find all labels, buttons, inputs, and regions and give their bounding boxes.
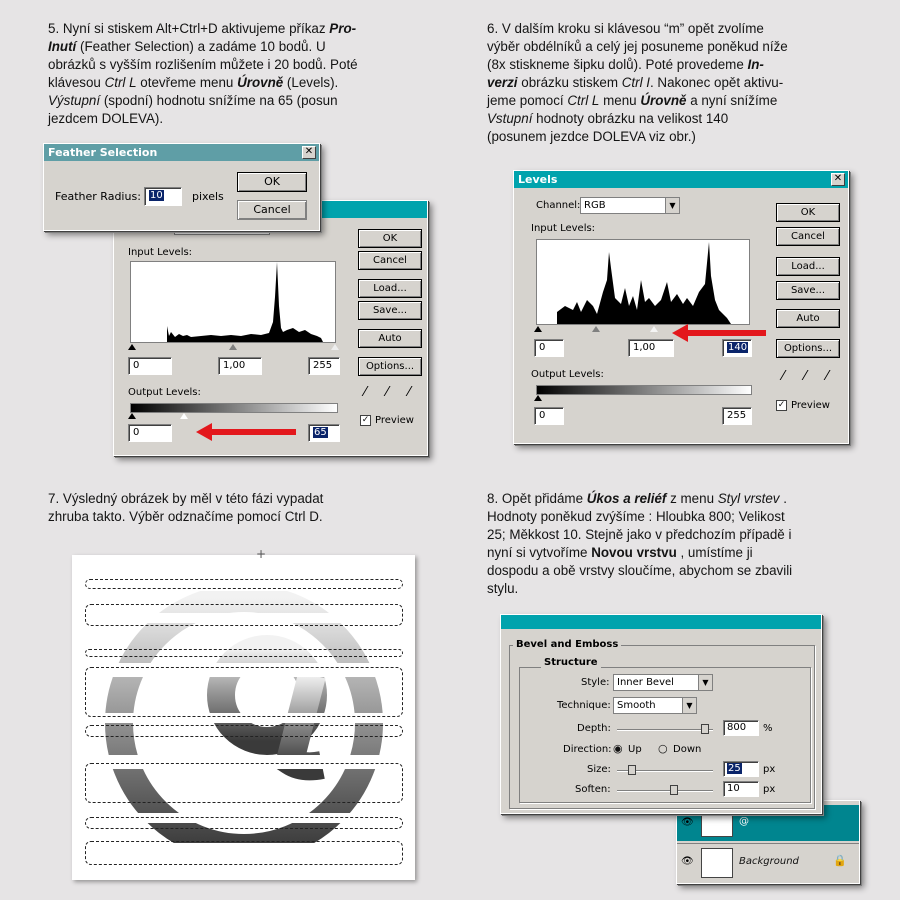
options-button[interactable]: Options... [776, 339, 840, 358]
depth-field[interactable]: 800 [723, 720, 759, 736]
soften-unit: px [763, 784, 776, 795]
lock-icon: 🔒 [833, 854, 847, 867]
preview-label: Preview [375, 415, 414, 426]
gray-eyedropper-icon[interactable]: ⁄ [386, 385, 389, 400]
close-icon[interactable]: ✕ [302, 146, 316, 159]
feather-radius-label: Feather Radius: [55, 190, 141, 203]
soften-field[interactable]: 10 [723, 781, 759, 797]
ok-button[interactable]: OK [776, 203, 840, 222]
histogram-graph [537, 240, 749, 324]
feather-title: Feather Selection [48, 146, 158, 159]
in-gamma-field[interactable]: 1,00 [218, 357, 262, 375]
black-eyedropper-icon[interactable]: ⁄ [782, 369, 785, 384]
depth-label: Depth: [577, 723, 611, 734]
out-white-field[interactable]: 255 [722, 407, 752, 425]
feather-unit-label: pixels [192, 190, 224, 203]
in-white-field[interactable]: 255 [308, 357, 340, 375]
selection-marquee [85, 649, 403, 657]
in-black-field[interactable]: 0 [128, 357, 172, 375]
bevel-topbar [501, 615, 821, 629]
layer-name: @ [739, 816, 749, 827]
levels-dialog-input [513, 170, 849, 444]
in-white-slider[interactable] [650, 326, 658, 332]
structure-title: Structure [541, 657, 601, 668]
style-label: Style: [581, 677, 610, 688]
histogram-graph [131, 262, 335, 342]
chevron-down-icon: ▼ [698, 675, 712, 690]
preview-label: Preview [791, 400, 830, 411]
selection-marquee [85, 841, 403, 865]
technique-select[interactable]: Smooth ▼ [613, 697, 697, 714]
black-eyedropper-icon[interactable]: ⁄ [364, 385, 367, 400]
histogram [536, 239, 750, 325]
down-label: Down [673, 744, 702, 755]
gray-eyedropper-icon[interactable]: ⁄ [804, 369, 807, 384]
eye-icon[interactable]: 👁 [681, 856, 694, 867]
load-button[interactable]: Load... [358, 279, 422, 298]
in-gamma-slider[interactable] [229, 344, 237, 350]
red-arrow-output [210, 429, 296, 435]
output-levels-label: Output Levels: [531, 369, 604, 380]
size-field[interactable]: 25 [723, 761, 759, 777]
output-levels-label: Output Levels: [128, 387, 201, 398]
feather-dialog [43, 143, 320, 231]
layer-row-background[interactable] [677, 843, 859, 881]
layer-thumbnail [701, 848, 733, 878]
output-gradient [536, 385, 752, 395]
input-levels-label: Input Levels: [531, 223, 596, 234]
depth-unit: % [763, 723, 773, 734]
selection-marquee [85, 725, 403, 737]
chevron-down-icon: ▼ [665, 198, 679, 213]
channel-select[interactable] [580, 197, 680, 214]
result-image [72, 547, 415, 880]
selection-marquee [85, 667, 403, 717]
channel-label: Channel: [536, 200, 581, 211]
in-gamma-slider[interactable] [592, 326, 600, 332]
load-button[interactable]: Load... [776, 257, 840, 276]
levels-title: Levels [518, 173, 558, 186]
close-icon[interactable]: ✕ [831, 173, 845, 186]
direction-label: Direction: [563, 744, 612, 755]
step7-text: 7. Výsledný obrázek by měl v této fázi vypadat zhruba takto. Výběr odznačíme pomocí Ctrl D. [48, 491, 324, 524]
layer-name: Background [739, 856, 799, 867]
size-slider[interactable] [617, 770, 713, 772]
preview-checkbox[interactable]: ✓ [777, 400, 786, 410]
ok-button[interactable]: OK [237, 172, 307, 192]
feather-radius-field[interactable]: 10 [144, 187, 182, 206]
out-black-field[interactable]: 0 [534, 407, 564, 425]
chevron-down-icon: ▼ [682, 698, 696, 713]
selection-marquee [85, 604, 403, 626]
cancel-button[interactable]: Cancel [776, 227, 840, 246]
cancel-button[interactable]: Cancel [358, 251, 422, 270]
save-button[interactable]: Save... [776, 281, 840, 300]
svg-text:+: + [256, 547, 267, 561]
channel-value: RGB [584, 200, 606, 211]
histogram [130, 261, 336, 343]
in-white-field[interactable]: 140 [722, 339, 752, 357]
bevel-title: Bevel and Emboss [513, 639, 621, 650]
bevel-emboss-dialog [500, 614, 822, 814]
out-white-slider[interactable] [180, 413, 188, 419]
in-black-slider[interactable] [128, 344, 136, 350]
options-button[interactable]: Options... [358, 357, 422, 376]
out-white-field[interactable]: 65 [308, 424, 340, 442]
step6-text: 6. V dalším kroku si klávesou “m” opět zvolíme výběr obdélníků a celý jej posuneme poněkud níže (8x stiskneme šipku dolů). Poté provedeme In- verzi obrázku stiskem Ctrl I. Nakonec opět aktivu- jeme pomocí Ctrl L menu Úrovně a nyní snížíme Vstupní hodnoty obrázku na velikost 140 (posunem jezdce DOLEVA viz obr.) [487, 21, 788, 144]
out-black-slider[interactable] [128, 413, 136, 419]
size-knob[interactable] [628, 765, 636, 775]
out-black-slider[interactable] [534, 395, 542, 401]
white-eyedropper-icon[interactable]: ⁄ [408, 385, 411, 400]
style-select[interactable]: Inner Bevel ▼ [613, 674, 713, 691]
auto-button[interactable]: Auto [358, 329, 422, 348]
cancel-button[interactable]: Cancel [237, 200, 307, 220]
up-label: Up [628, 744, 642, 755]
step8-text: 8. Opět přidáme Úkos a reliéf z menu Styl vrstev . Hodnoty poněkud zvýšíme : Hloubka 800; Velikost 25; Měkkost 10. Stejně jako v předchozím případě i nyní si vytvoříme Novou vrstvu , umístíme ji dospodu a obě vrstvy sloučíme, abychom se zbavili stylu. [487, 491, 793, 596]
selection-marquee [85, 817, 403, 829]
selection-marquee [85, 763, 403, 803]
preview-checkbox[interactable]: ✓ [361, 415, 370, 425]
feather-titlebar [44, 144, 319, 161]
eye-icon[interactable]: 👁 [681, 817, 694, 828]
soften-label: Soften: [575, 784, 611, 795]
depth-slider[interactable] [617, 729, 713, 731]
in-gamma-field[interactable]: 1,00 [628, 339, 674, 357]
levels-titlebar [514, 171, 848, 188]
depth-knob[interactable] [701, 724, 709, 734]
output-gradient [130, 403, 338, 413]
size-unit: px [763, 764, 776, 775]
radio-up[interactable]: ◉ [613, 742, 623, 755]
auto-button[interactable]: Auto [776, 309, 840, 328]
soften-knob[interactable] [670, 785, 678, 795]
red-arrow-input [686, 330, 766, 336]
white-eyedropper-icon[interactable]: ⁄ [826, 369, 829, 384]
technique-label: Technique: [557, 700, 611, 711]
step5-text: 5. Nyní si stiskem Alt+Ctrl+D aktivujeme příkaz Pro- Inutí (Feather Selection) a zadáme 10 bodů. U obrázků s vyšším rozlišením můžete i 20 bodů. Poté klávesou Ctrl L otevřeme menu Úrovně (Levels). Výstupní (spodní) hodnotu snížíme na 65 (posun jezdcem DOLEVA). [48, 21, 358, 126]
levels-dialog-output [113, 200, 428, 456]
in-black-slider[interactable] [534, 326, 542, 332]
radio-down[interactable]: ○ [658, 742, 668, 755]
save-button[interactable]: Save... [358, 301, 422, 320]
in-black-field[interactable]: 0 [534, 339, 564, 357]
size-label: Size: [587, 764, 611, 775]
soften-slider[interactable] [617, 790, 713, 792]
selection-marquee [85, 579, 403, 589]
in-white-slider[interactable] [331, 344, 339, 350]
input-levels-label: Input Levels: [128, 247, 193, 258]
out-black-field[interactable]: 0 [128, 424, 172, 442]
ok-button[interactable]: OK [358, 229, 422, 248]
